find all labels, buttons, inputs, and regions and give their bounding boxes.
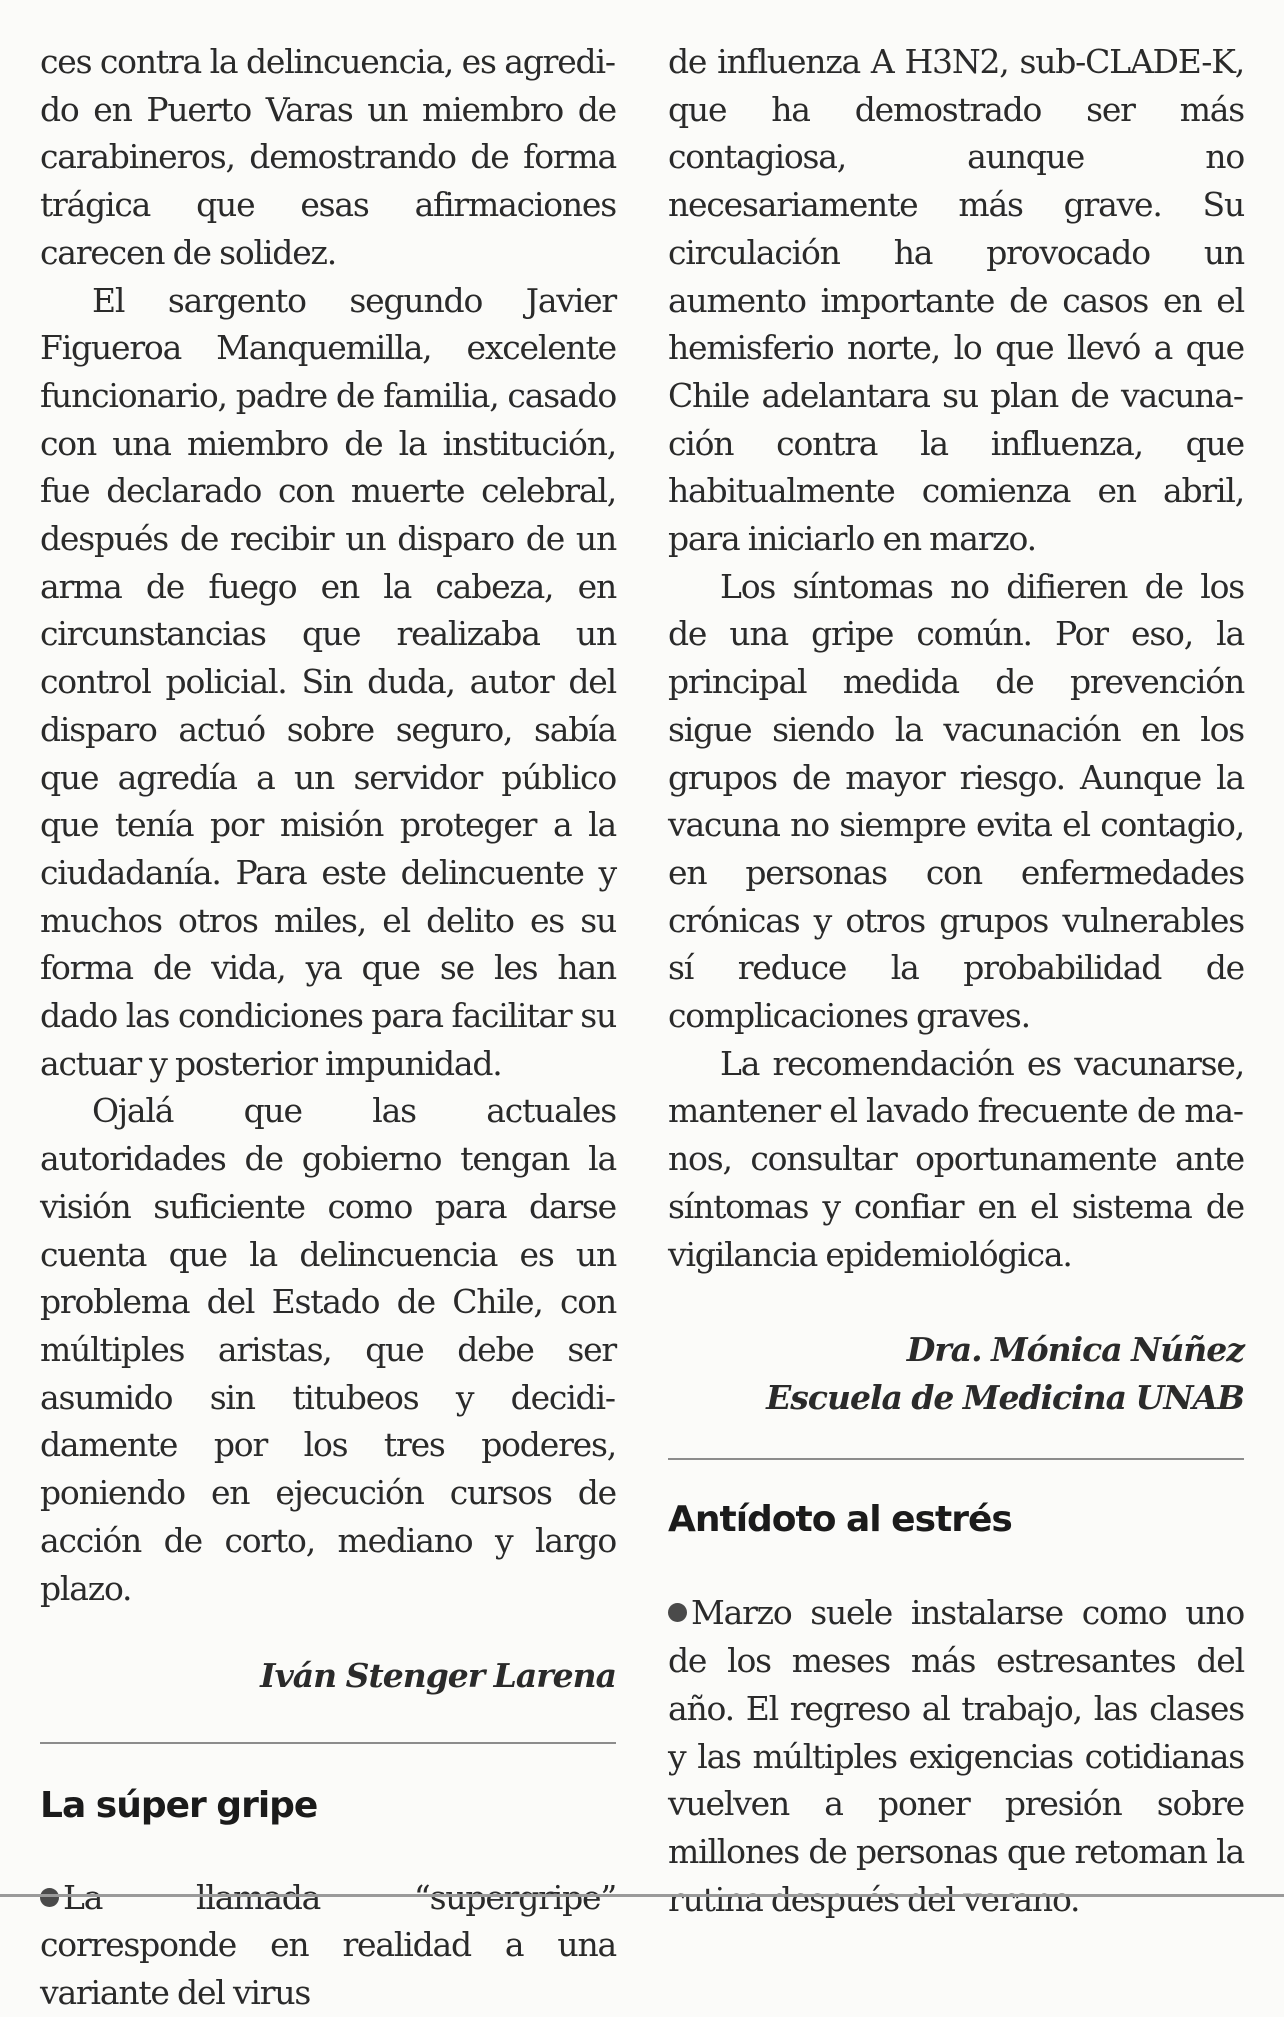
- bullet-icon: [668, 1603, 687, 1622]
- section-lead-text: La llamada “supergripe” corresponde en realidad a una variante del virus: [40, 1877, 616, 2013]
- section-headline-super-gripe: La súper gripe: [40, 1784, 318, 1826]
- page-bottom-border: [0, 1894, 1284, 1897]
- letter-paragraph-2: Los síntomas no difieren de los de una gripe común. Por eso, la principal medida de prevención sigue siendo la vacunación en los grupos de mayor riesgo. Aunque la vacuna no siempre evita el contagio, en personas con enfermedades crónicas y otros grupos vulnerables sí reduce la probabilidad de complicaciones graves.: [668, 566, 1244, 1036]
- letter-signature: Iván Stenger Larena: [260, 1656, 616, 1696]
- bullet-icon: [40, 1888, 59, 1907]
- signature-affiliation: Escuela de Medicina UNAB: [766, 1377, 1244, 1417]
- letter-paragraph-1: de influenza A H3N2, sub-CLADE-K, que ha demostrado ser más contagiosa, aunque no necesariamente más grave. Su circulación ha provocado un aumento importante de casos en el hemisferio norte, lo que llevó a que Chile adelantara su plan de vacunación contra la influenza, que habitualmente comienza en abril, para iniciarlo en marzo.: [668, 42, 1244, 559]
- letter-paragraph-2: El sargento segundo Javier Figueroa Manquemilla, excelente funcionario, padre de familia, casado con una miembro de la institución, fue declarado con muerte celebral, después de recibir un disparo de un arma de fuego en la cabeza, en circunstancias que realizaba un control policial. Sin duda, autor del disparo actuó sobre seguro, sabía que agredía a un servidor público que tenía por misión proteger a la ciudadanía. Para este delincuente y muchos otros miles, el delito es su forma de vida, ya que se les han dado las condiciones para facilitar su actuar y posterior impunidad.: [40, 280, 616, 1083]
- section-lead-text: Marzo suele instalarse como uno de los meses más estresantes del año. El regreso al trabajo, las clases y las múltiples exigencias cotidianas vuelven a poner presión sobre millones de personas que retoman la rutina después del verano.: [668, 1593, 1244, 1919]
- section-headline-antidoto: Antídoto al estrés: [668, 1498, 1012, 1540]
- signature-name: Dra. Mónica Núñez: [906, 1330, 1244, 1370]
- section-lead-paragraph: [668, 1589, 1244, 1923]
- right-column: [668, 38, 1244, 1923]
- letter-paragraph-1: ces contra la delincuencia, es agredido en Puerto Varas un miembro de carabineros, demostrando de forma trágica que esas afirmaciones carecen de solidez.: [40, 42, 616, 272]
- letter-paragraph-3: La recomendación es vacunarse, mantener el lavado frecuente de manos, consultar oportunamente ante síntomas y confiar en el sistema de vigilancia epidemiológica.: [668, 1043, 1244, 1274]
- letter-paragraph-3: Ojalá que las actuales autoridades de gobierno tengan la visión suficiente como para darse cuenta que la delincuencia es un problema del Estado de Chile, con múltiples aristas, que debe ser asumido sin titubeos y decididamente por los tres poderes, poniendo en ejecución cursos de acción de corto, mediano y largo plazo.: [40, 1091, 616, 1608]
- left-column: [40, 38, 616, 2017]
